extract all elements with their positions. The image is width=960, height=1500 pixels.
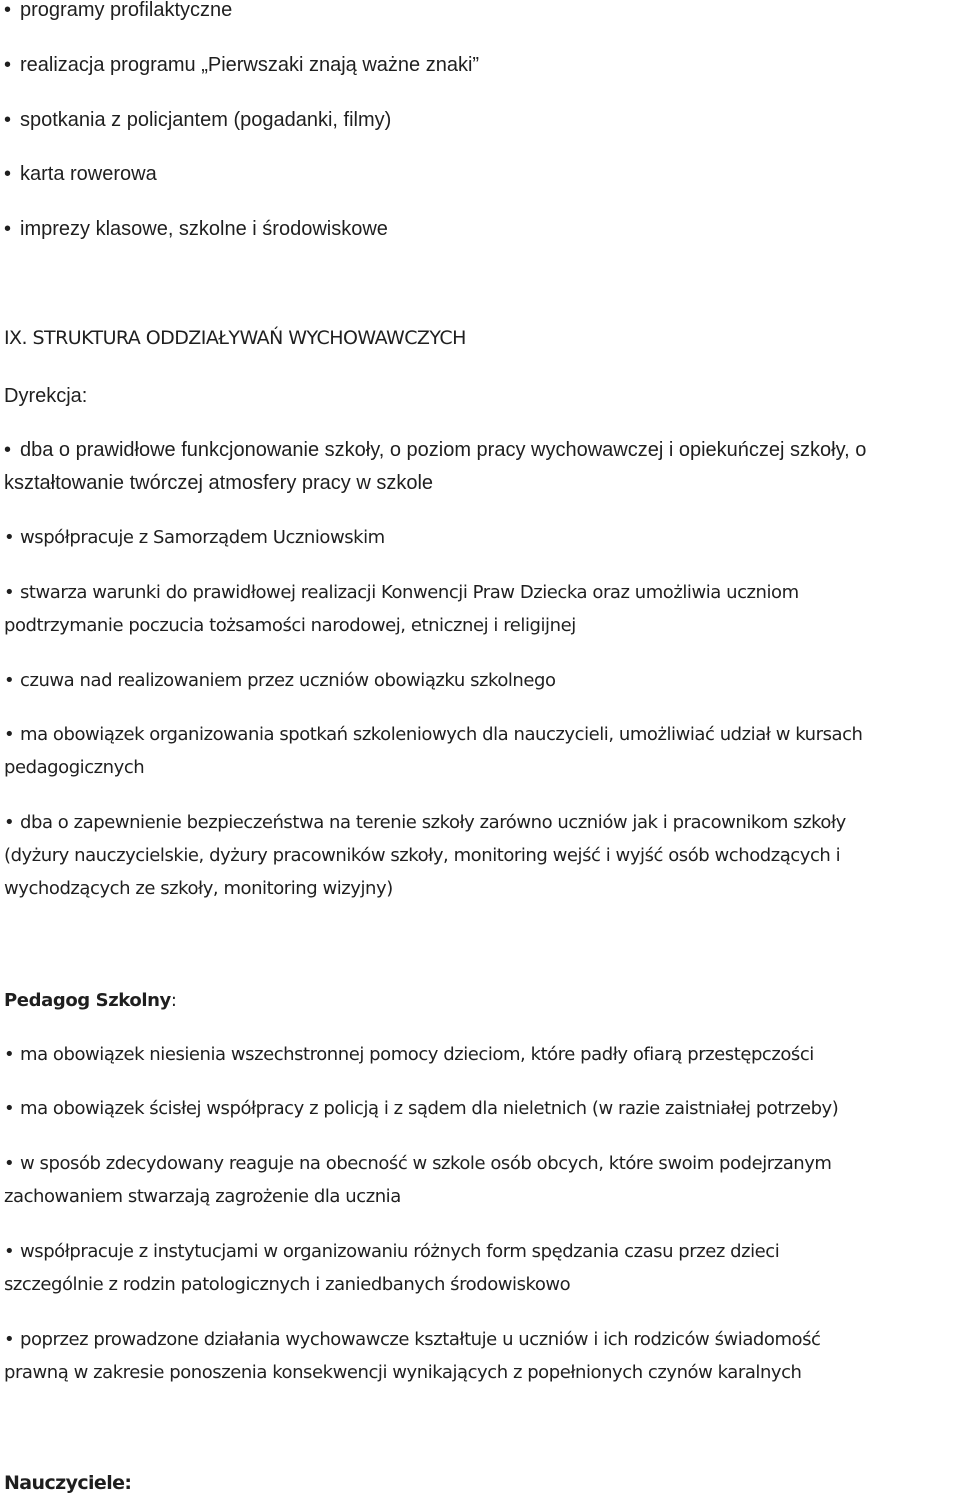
bullet-icon: •: [4, 1241, 15, 1262]
list-item-text: spotkania z policjantem (pogadanki, filmy): [20, 109, 392, 131]
bullet-icon: •: [4, 163, 12, 185]
list-item-text: poprzez prowadzone działania wychowawcze kształtuje u uczniów i ich rodziców świadomość: [20, 1329, 821, 1350]
nauczyciele-heading: Nauczyciele:: [4, 1472, 132, 1494]
list-item-line: [4, 806, 956, 839]
bullet-icon: •: [4, 582, 15, 603]
list-item-text: dba o zapewnienie bezpieczeństwa na terenie szkoły zarówno uczniów jak i pracownikom szkoły: [20, 812, 846, 833]
list-item-line: [4, 718, 956, 751]
bullet-icon: •: [4, 1044, 15, 1065]
list-item: [4, 521, 956, 554]
list-item-line: podtrzymanie poczucia tożsamości narodowej, etnicznej i religijnej: [4, 615, 576, 636]
list-item: [4, 104, 956, 137]
list-item-text: dba o prawidłowe funkcjonowanie szkoły, o poziom pracy wychowawczej i opiekuńczej szkoły, o: [20, 439, 867, 461]
list-item: [4, 158, 956, 191]
bullet-icon: •: [4, 527, 15, 548]
list-item-text: ma obowiązek niesienia wszechstronnej pomocy dzieciom, które padły ofiarą przestępczości: [20, 1044, 814, 1065]
list-item: [4, 1235, 956, 1301]
list-item-line: [4, 1235, 956, 1268]
list-item-text: imprezy klasowe, szkolne i środowiskowe: [20, 218, 388, 240]
list-item-text: czuwa nad realizowaniem przez uczniów obowiązku szkolnego: [20, 670, 556, 691]
list-item-line: [4, 434, 956, 467]
list-item-line: [4, 1323, 956, 1356]
bullet-icon: •: [4, 54, 12, 76]
list-item-line: kształtowanie twórczej atmosfery pracy w szkole: [4, 472, 434, 494]
list-item: [4, 664, 956, 697]
bullet-icon: •: [4, 724, 15, 745]
list-item: [4, 718, 956, 784]
list-item-text: stwarza warunki do prawidłowej realizacji Konwencji Praw Dziecka oraz umożliwia uczniom: [20, 582, 799, 603]
bullet-icon: •: [4, 812, 15, 833]
list-item-line: prawną w zakresie ponoszenia konsekwencji wynikających z popełnionych czynów karalnych: [4, 1362, 802, 1383]
list-item-line: zachowaniem stwarzają zagrożenie dla ucznia: [4, 1186, 401, 1207]
list-item: [4, 806, 956, 905]
list-item-line: [4, 576, 956, 609]
list-item: [4, 49, 956, 82]
list-item: [4, 0, 956, 27]
list-item-line: szczególnie z rodzin patologicznych i zaniedbanych środowiskowo: [4, 1274, 571, 1295]
list-item: [4, 576, 956, 642]
list-item-text: programy profilaktyczne: [20, 0, 233, 21]
list-item-text: ma obowiązek ścisłej współpracy z policją i z sądem dla nieletnich (w razie zaistniałej potrzeby): [20, 1098, 839, 1119]
section-title: IX. STRUKTURA ODDZIAŁYWAŃ WYCHOWAWCZYCH: [4, 327, 466, 349]
list-item-text: ma obowiązek organizowania spotkań szkoleniowych dla nauczycieli, umożliwiać udział w kursach: [20, 724, 863, 745]
pedagog-heading-label: Pedagog Szkolny: [4, 990, 171, 1011]
list-item-text: karta rowerowa: [20, 163, 157, 185]
dyrekcja-heading: Dyrekcja:: [4, 385, 88, 407]
list-item-line: pedagogicznych: [4, 757, 145, 778]
pedagog-heading: [4, 984, 177, 1017]
bullet-icon: •: [4, 1153, 15, 1174]
list-item: [4, 434, 956, 500]
list-item-text: współpracuje z Samorządem Uczniowskim: [20, 527, 385, 548]
list-item-line: wychodzących ze szkoły, monitoring wizyjny): [4, 878, 393, 899]
list-item: [4, 1038, 956, 1071]
list-item-line: (dyżury nauczycielskie, dyżury pracowników szkoły, monitoring wejść i wyjść osób wchodzących i: [4, 845, 841, 866]
list-item-text: współpracuje z instytucjami w organizowaniu różnych form spędzania czasu przez dzieci: [20, 1241, 780, 1262]
list-item-text: w sposób zdecydowany reaguje na obecność w szkole osób obcych, które swoim podejrzanym: [20, 1153, 832, 1174]
bullet-icon: •: [4, 670, 15, 691]
bullet-icon: •: [4, 1098, 15, 1119]
bullet-icon: •: [4, 109, 12, 131]
bullet-icon: •: [4, 439, 12, 461]
bullet-icon: •: [4, 0, 12, 21]
list-item-line: [4, 1147, 956, 1180]
list-item: [4, 1323, 956, 1389]
list-item: [4, 1092, 956, 1125]
bullet-icon: •: [4, 1329, 15, 1350]
list-item: [4, 1147, 956, 1213]
pedagog-heading-suffix: :: [170, 990, 177, 1011]
list-item: [4, 213, 956, 246]
list-item-text: realizacja programu „Pierwszaki znają ważne znaki”: [20, 54, 480, 76]
bullet-icon: •: [4, 218, 12, 240]
